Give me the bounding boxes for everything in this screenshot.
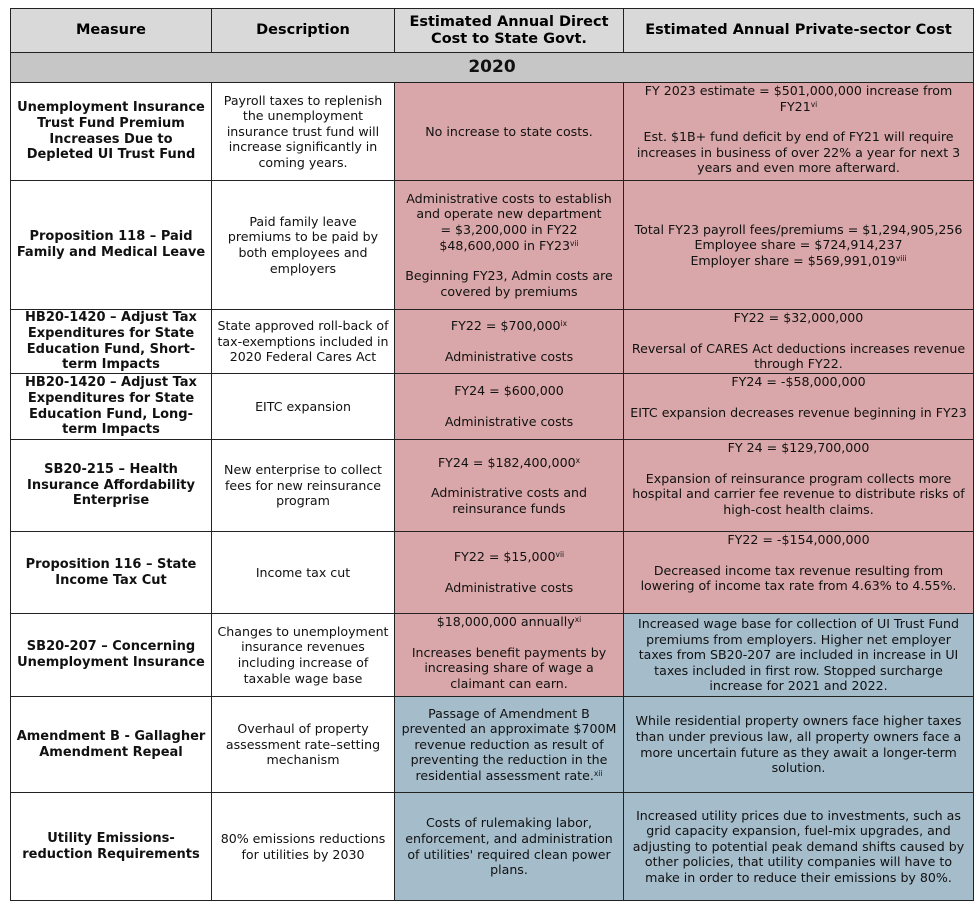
measure-cell: Utility Emissions-reduction Requirements: [11, 793, 212, 901]
footnote-ref: x: [575, 455, 581, 465]
footnote-ref: vii: [569, 238, 579, 248]
state-cost-text: No increase to state costs.: [425, 123, 593, 139]
private-cost-cell: [624, 793, 974, 901]
footnote-ref: ix: [560, 319, 568, 329]
measure-cell: Proposition 118 – Paid Family and Medical Leave: [11, 181, 212, 310]
state-cost-note: Administrative costs: [444, 580, 574, 595]
state-cost-note: Administrative costs: [444, 349, 574, 364]
footnote-ref: xi: [574, 615, 582, 624]
footnote-ref: vi: [810, 99, 818, 109]
description-cell: Payroll taxes to replenish the unemployment insurance trust fund will increase significantly in coming years.: [212, 83, 395, 181]
footnote-ref: xii: [593, 768, 603, 778]
header-state-cost: Estimated Annual Direct Cost to State Govt.: [395, 9, 624, 53]
table-row: [11, 793, 974, 901]
private-cost-cell: [624, 83, 974, 181]
table-row: [11, 532, 974, 614]
measure-cell: SB20-215 – Health Insurance Affordability Enterprise: [11, 440, 212, 532]
measure-cell: Unemployment Insurance Trust Fund Premium Increases Due to Depleted UI Trust Fund: [11, 83, 212, 181]
private-cost-text: Total FY23 payroll fees/premiums = $1,294,905,256: [634, 221, 963, 237]
state-cost-text: Administrative costs to establish and operate new department: [406, 190, 612, 222]
year-label: 2020: [11, 53, 974, 83]
private-cost-text: While residential property owners face higher taxes than under previous law, all property owners face a more uncertain future as they await a longer-term solution.: [635, 713, 962, 776]
state-cost-value: FY24 = $182,400,000: [437, 454, 576, 470]
description-cell: 80% emissions reductions for utilities by 2030: [212, 793, 395, 901]
state-cost-value: FY24 = $600,000: [454, 383, 564, 399]
private-cost-cell: [624, 440, 974, 532]
private-cost-text: FY 2023 estimate = $501,000,000 increase from FY21: [644, 83, 953, 114]
private-cost-note: Est. $1B+ fund deficit by end of FY21 will require increases in business of over 22% a year for next 3 years and even more afterward.: [636, 129, 961, 176]
measure-cell: HB20-1420 – Adjust Tax Expenditures for State Education Fund, Short-term Impacts: [11, 310, 212, 374]
header-measure: Measure: [11, 9, 212, 53]
description-cell: New enterprise to collect fees for new reinsurance program: [212, 440, 395, 532]
state-cost-text: Costs of rulemaking labor, enforcement, and administration of utilities' required clean power plans.: [405, 815, 613, 878]
private-cost-note: EITC expansion decreases revenue beginning in FY23: [630, 404, 967, 420]
private-cost-cell: [624, 532, 974, 614]
cost-table-container: [10, 8, 973, 901]
measure-cell: SB20-207 – Concerning Unemployment Insurance: [11, 614, 212, 697]
private-cost-note: Decreased income tax revenue resulting from lowering of income tax rate from 4.63% to 4.55%.: [640, 562, 957, 594]
state-cost-value: $48,600,000 in FY23: [439, 237, 570, 253]
private-cost-text: Increased utility prices due to investments, such as grid capacity expansion, fuel-mix upgrades, and adjusting to potential peak demand shifts caused by other policies, that utility companies will have to make in order to reduce their emissions by 80%.: [632, 807, 965, 885]
state-cost-text: Passage of Amendment B prevented an approximate $700M revenue reduction as result of preventing the reduction in the residential assessment rate.: [401, 705, 617, 783]
state-cost-cell: [395, 793, 624, 901]
measure-cell: HB20-1420 – Adjust Tax Expenditures for State Education Fund, Long-term Impacts: [11, 374, 212, 440]
description-cell: Overhaul of property assessment rate–setting mechanism: [212, 697, 395, 793]
state-cost-value: FY22 = $700,000: [450, 318, 561, 334]
state-cost-cell: [395, 374, 624, 440]
private-cost-cell: [624, 181, 974, 310]
state-cost-cell: [395, 181, 624, 310]
table-row: [11, 83, 974, 181]
state-cost-cell: [395, 310, 624, 374]
private-cost-value: FY 24 = $129,700,000: [727, 440, 870, 455]
description-cell: State approved roll-back of tax-exemptions included in 2020 Federal Cares Act: [212, 310, 395, 374]
state-cost-value: $18,000,000 annually: [436, 614, 575, 629]
state-cost-cell: [395, 83, 624, 181]
private-cost-value: FY24 = -$58,000,000: [731, 374, 866, 389]
footnote-ref: vii: [555, 550, 565, 560]
state-cost-cell: [395, 440, 624, 532]
description-cell: Paid family leave premiums to be paid by both employees and employers: [212, 181, 395, 310]
header-description: Description: [212, 9, 395, 53]
private-cost-cell: [624, 614, 974, 697]
private-cost-note: Expansion of reinsurance program collects more hospital and carrier fee revenue to distribute risks of high-cost health claims.: [632, 470, 965, 517]
private-cost-cell: [624, 697, 974, 793]
description-cell: Changes to unemployment insurance revenues including increase of taxable wage base: [212, 614, 395, 697]
state-cost-note: Administrative costs: [444, 414, 574, 429]
state-cost-note: Administrative costs and reinsurance funds: [430, 485, 588, 516]
measure-cell: Amendment B - Gallagher Amendment Repeal: [11, 697, 212, 793]
state-cost-value: = $3,200,000 in FY22: [440, 221, 578, 237]
year-row: [11, 53, 974, 83]
state-cost-cell: [395, 614, 624, 697]
table-row: [11, 440, 974, 532]
private-cost-text: Increased wage base for collection of UI Trust Fund premiums from employers. Higher net employer taxes from SB20-207 are included in increase in UI taxes included in first row. Stopped surcharge increase for 2021 and 2022.: [638, 616, 959, 694]
private-cost-value: FY22 = -$154,000,000: [727, 532, 870, 547]
private-cost-note: Reversal of CARES Act deductions increases revenue through FY22.: [631, 340, 966, 372]
private-cost-cell: [624, 374, 974, 440]
state-cost-cell: [395, 697, 624, 793]
table-row: [11, 181, 974, 310]
private-cost-value: FY22 = $32,000,000: [733, 310, 864, 325]
state-cost-cell: [395, 532, 624, 614]
description-cell: EITC expansion: [212, 374, 395, 440]
footnote-ref: viii: [895, 253, 907, 263]
header-row: [11, 9, 974, 53]
table-row: [11, 697, 974, 793]
table-row: [11, 374, 974, 440]
header-private-cost: Estimated Annual Private-sector Cost: [624, 9, 974, 53]
private-cost-cell: [624, 310, 974, 374]
table-row: [11, 310, 974, 374]
table-row: [11, 614, 974, 697]
state-cost-note: Increases benefit payments by increasing share of wage a claimant can earn.: [411, 644, 607, 691]
state-cost-value: FY22 = $15,000: [453, 549, 556, 565]
state-cost-note: Beginning FY23, Admin costs are covered by premiums: [405, 268, 613, 299]
measure-cell: Proposition 116 – State Income Tax Cut: [11, 532, 212, 614]
private-cost-value: Employer share = $569,991,019: [690, 252, 896, 268]
cost-table: [10, 8, 974, 901]
description-cell: Income tax cut: [212, 532, 395, 614]
private-cost-value: Employee share = $724,914,237: [694, 237, 903, 253]
